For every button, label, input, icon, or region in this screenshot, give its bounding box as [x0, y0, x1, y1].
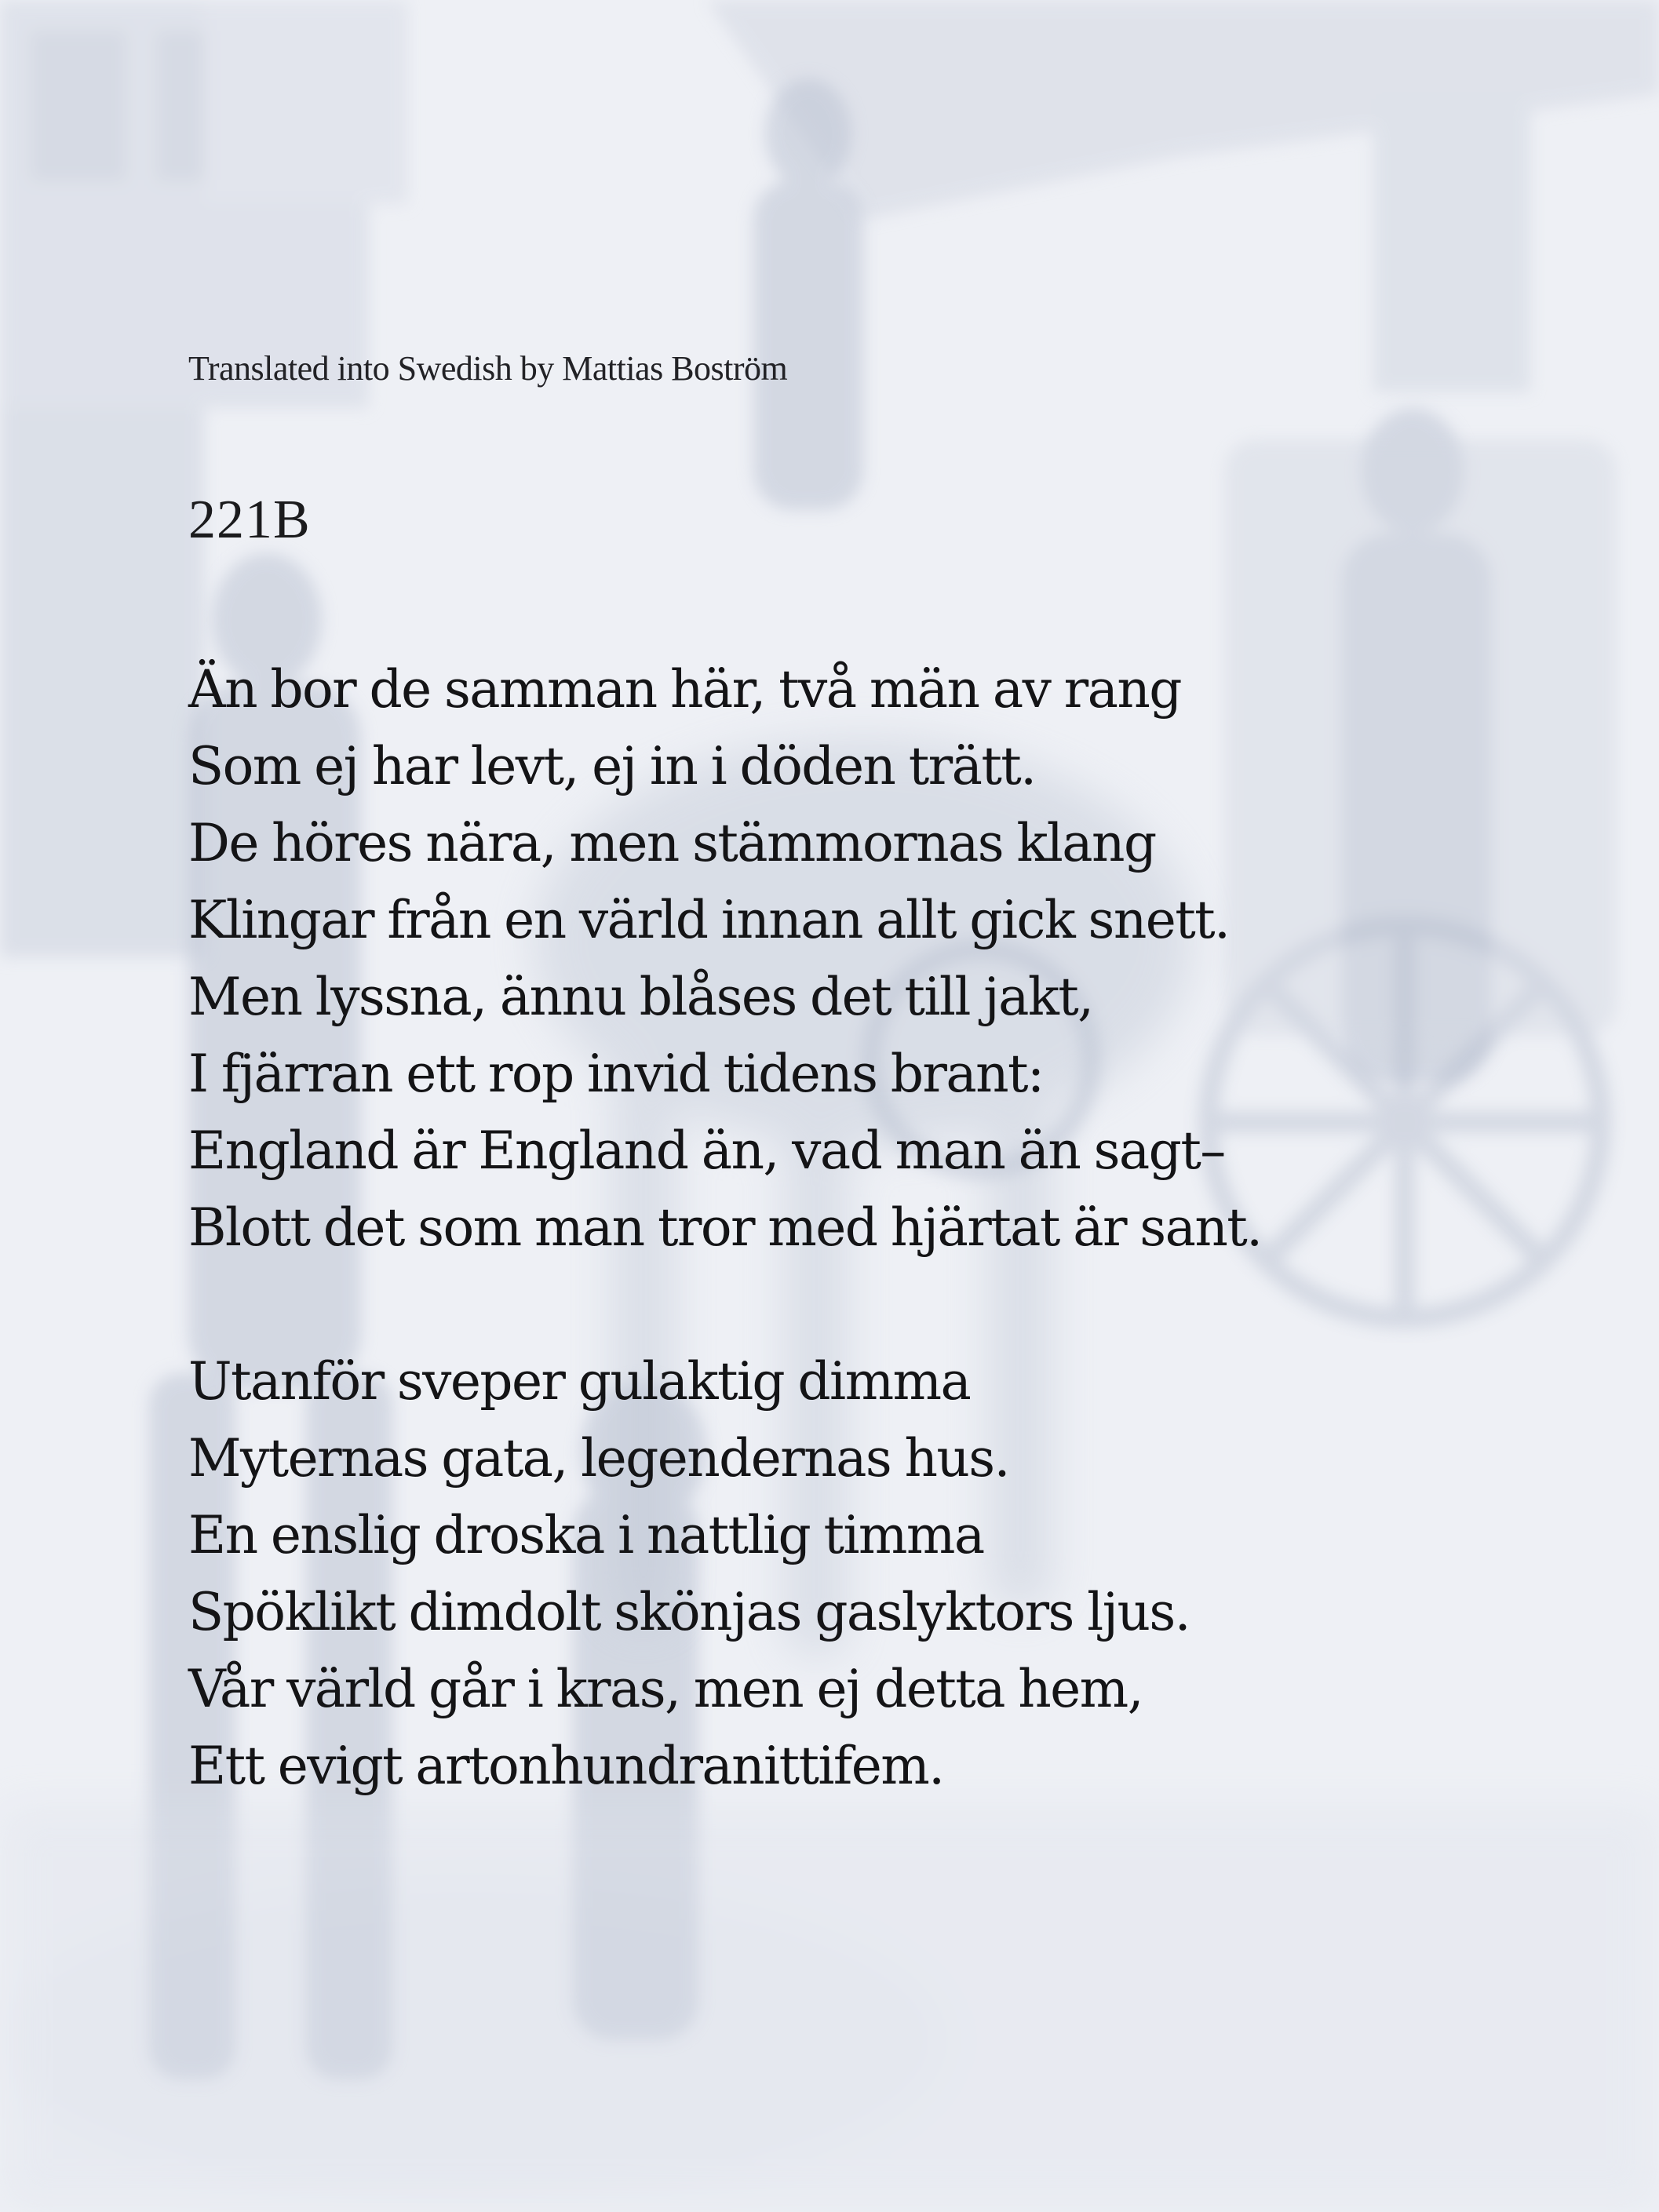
poem-line: I fjärran ett rop invid tidens brant:	[188, 1044, 1044, 1104]
poem-line: En enslig droska i nattlig timma	[188, 1505, 984, 1565]
poem-line: Än bor de samman här, två män av rang	[188, 659, 1181, 720]
poem-line: Som ej har levt, ej in i döden trätt.	[188, 736, 1036, 796]
poem-line: Myternas gata, legendernas hus.	[188, 1428, 1009, 1489]
ground-shape	[0, 1805, 1659, 2212]
poem-line: England är England än, vad man än sagt–	[188, 1121, 1225, 1181]
stanza-2	[188, 1343, 1601, 1805]
poem-line: Klingar från en värld innan allt gick snett.	[188, 890, 1230, 950]
stanza-1	[188, 651, 1601, 1266]
poem-line: Men lyssna, ännu blåses det till jakt,	[188, 967, 1093, 1027]
poem-line: Utanför sveper gulaktig dimma	[188, 1351, 971, 1412]
poem-line: De höres nära, men stämmornas klang	[188, 813, 1156, 873]
poem-line: Ett evigt artonhundranittifem.	[188, 1736, 944, 1796]
poem-line: Vår värld går i kras, men ej detta hem,	[188, 1659, 1143, 1719]
poem-line: Blott det som man tror med hjärtat är sant.	[188, 1197, 1262, 1258]
poem-title: 221B	[188, 490, 311, 550]
poem-page	[188, 345, 1601, 1805]
translator-credit: Translated into Swedish by Mattias Boström	[188, 349, 788, 388]
poem-line: Spöklikt dimdolt skönjas gaslyktors ljus.	[188, 1582, 1190, 1642]
